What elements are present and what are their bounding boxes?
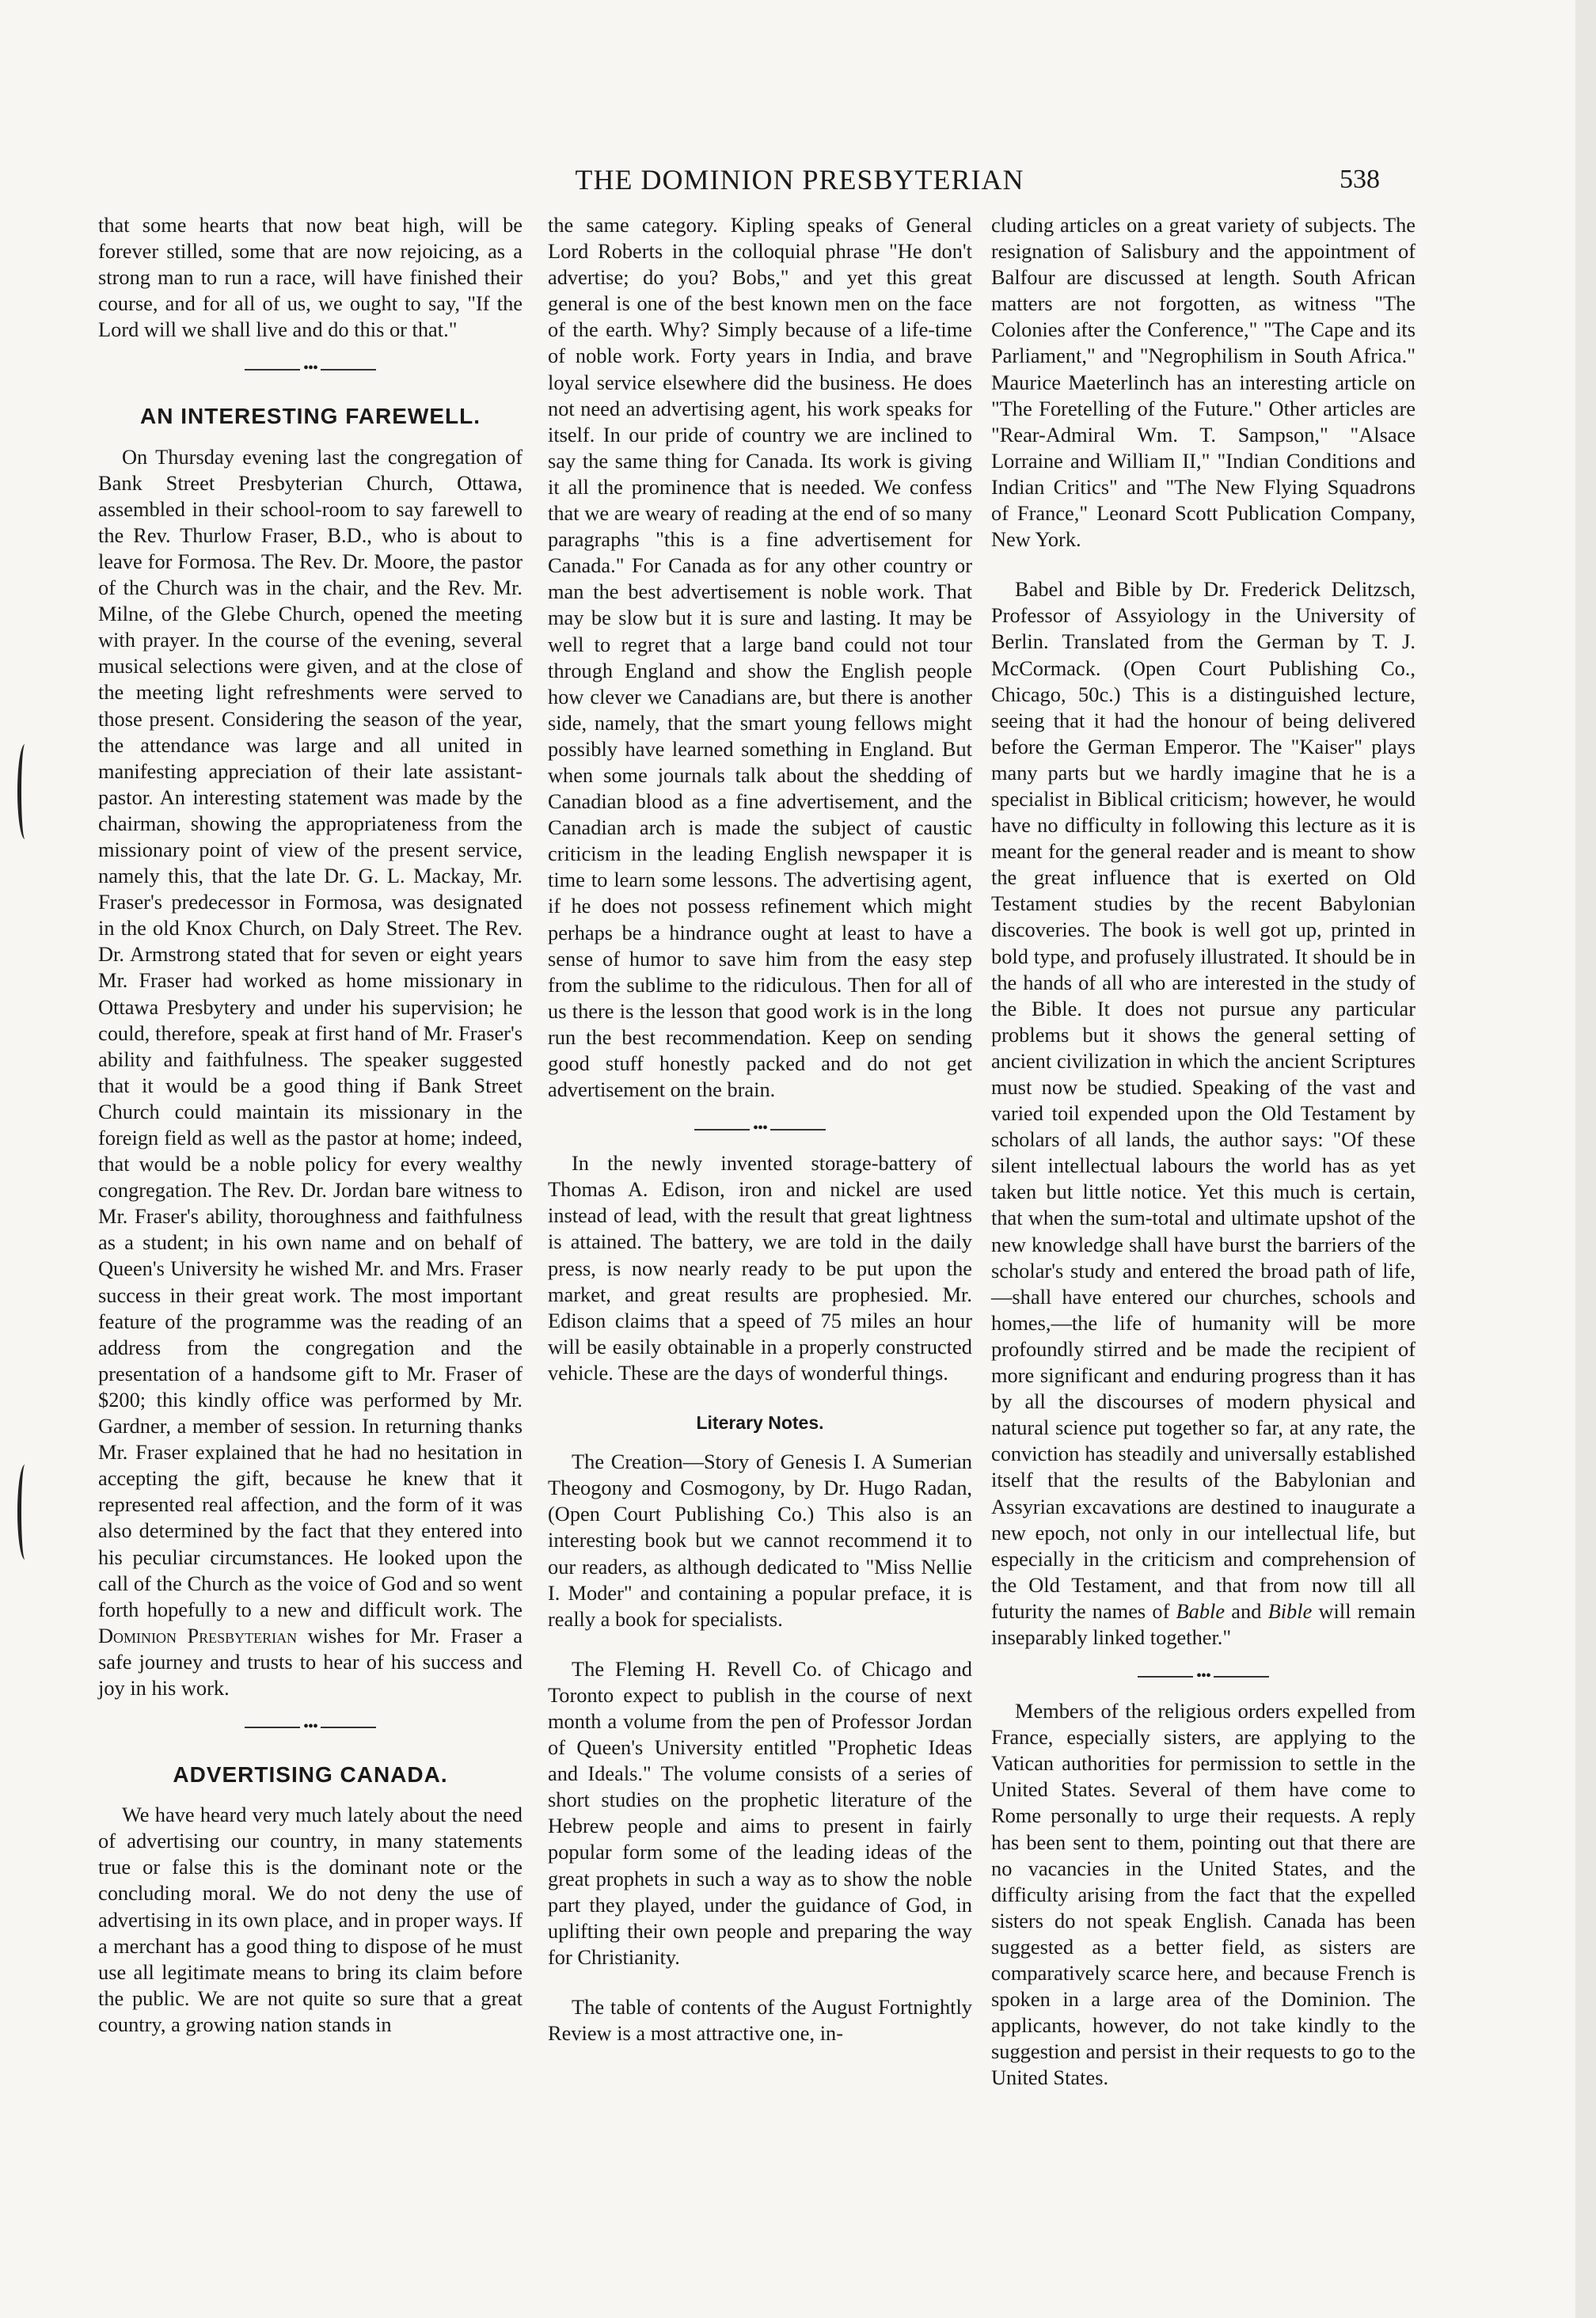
paragraph: On Thursday evening last the congregation of Bank Street Presbyterian Church, Ottawa, assembled in their school-room to say farewell to the Rev. Thurlow Fraser, B.D., who is about to leave for Formosa. The Rev. Dr. Moore, the pastor of the Church was in the chair, and the Rev. Mr. Milne, of the Glebe Church, opened the meeting with prayer. In the course of the evening, several musical selections were given, and at the close of the meeting light refreshments were served to those present. Considering the season of the year, the attendance was large and all united in manifesting appreciation of their late assistant-pastor. An interesting statement was made by the chairman, showing the appropriateness from the missionary point of view of the present service, namely this, that the late Dr. G. L. Mackay, Mr. Fraser's predecessor in Formosa, was designated in the old Knox Church, on Daly Street. The Rev. Dr. Armstrong stated that for seven or eight years Mr. Fraser had worked as home missionary in Ottawa Presbytery and under his supervision; he could, therefore, speak at first hand of Mr. Fraser's ability and faithfulness. The speaker suggested that it would be a good thing if Bank Street Church could maintain its missionary in the foreign field as well as the pastor at home; indeed, that would be a noble policy for every wealthy congregation. The Rev. Dr. Jordan bare witness to Mr. Fraser's ability, thoroughness and faithfulness as a student; in his own name and on behalf of Queen's University he wished Mr. and Mrs. Fraser success in their great work. The most important feature of the programme was the reading of an address from the congregation and the presentation of a handsome gift to Mr. Fraser of $200; this kindly office was performed by Mr. Gardner, a member of session. In returning thanks Mr. Fraser explained that he had no hesitation in accepting the gift, because he knew that it represented real affection, and the form of it was also determined by the fact that they entered into his peculiar circumstances. He looked upon the call of the Church as the voice of God and so went forth hopefully to a new and difficult work. The Dominion Presbyterian wishes for Mr. Fraser a safe journey and trusts to hear of his success and joy in his work. xyxy=(98,444,522,1700)
paragraph: cluding articles on a great variety of subjects. The resignation of Salisbury and the appointment of Balfour are discussed at length. South African matters are not forgotten, as witness "The Colonies after the Conference," "The Cape and its Parliament," and "Negrophilism in South Africa." Maurice Maeterlinch has an interesting article on "The Foretelling of the Future." Other articles are "Rear-Admiral Wm. T. Sampson," "Alsace Lorraine and William II," "Indian Conditions and Indian Critics" and "The New Flying Squadrons of France," Leonard Scott Publication Company, New York. xyxy=(991,213,1416,552)
paragraph: The Creation—Story of Genesis I. A Sumerian Theogony and Cosmogony, by Dr. Hugo Radan, (Open Court Publishing Co.) This also is an interesting book but we cannot recommend it to our readers, as although dedicated to "Miss Nellie I. Moder" and containing a popular preface, it is really a book for specialists. xyxy=(548,1450,972,1631)
running-header: THE DOMINION PRESBYTERIAN xyxy=(575,164,1024,196)
divider: ••• xyxy=(98,1719,522,1735)
binding-mark-upper xyxy=(17,744,32,839)
divider: ••• xyxy=(548,1120,972,1136)
paragraph: Members of the religious orders expelled from France, especially sisters, are applying to the Vatican authorities for permission to settle in the United States. Several of them have come to Rome personally to urge their requests. A reply has been sent to them, pointing out that there are no vacancies in the United States, and the difficulty arising from the fact that the expelled sisters do not speak English. Canada has been suggested as a better field, as sisters are comparatively scarce here, and because French is spoken in a large area of the Dominion. The applicants, however, do not take kindly to the suggestion and persist in their requests to go to the United States. xyxy=(991,1699,1416,2090)
column-left xyxy=(98,212,522,2038)
column-right xyxy=(991,212,1416,2091)
binding-mark-lower xyxy=(17,1465,32,1560)
paragraph: In the newly invented storage-battery of Thomas A. Edison, iron and nickel are used instead of lead, with the result that great lightness is attained. The battery, we are told in the daily press, is now nearly ready to be put upon the market, and great results are prophesied. Mr. Edison claims that a speed of 75 miles an hour will be easily obtainable in a properly constructed vehicle. These are the days of wonderful things. xyxy=(548,1151,972,1385)
paragraph: that some hearts that now beat high, will be forever stilled, some that are now rejoicing, as a strong man to run a race, will have finished their course, and for all of us, we ought to say, "If the Lord will we shall live and do this or that." xyxy=(98,213,522,342)
divider: ••• xyxy=(98,360,522,376)
article-heading: ADVERTISING CANADA. xyxy=(173,1762,448,1788)
column-middle xyxy=(548,212,972,2046)
article-heading: AN INTERESTING FAREWELL. xyxy=(140,404,481,429)
paragraph: The Fleming H. Revell Co. of Chicago and Toronto expect to publish in the course of next month a volume from the pen of Professor Jordan of Queen's University entitled "Prophetic Ideas and Ideals." The volume consists of a series of short studies on the prophetic literature of the Hebrew people and aims to present in fairly popular form some of the leading ideas of the great prophets in such a way as to show the noble part they played, under the guidance of God, in uplifting their own people and preparing the way for Christianity. xyxy=(548,1656,972,1969)
page-edge xyxy=(1575,0,1596,2318)
page-number: 538 xyxy=(1340,165,1380,194)
paragraph: Babel and Bible by Dr. Frederick Delitzsch, Professor of Assyiology in the University of Berlin. Translated from the German by T. J. McCormack. (Open Court Publishing Co., Chicago, 50c.) This is a distinguished lecture, seeing that it had the honour of being delivered before the German Emperor. The "Kaiser" plays many parts but we hardly imagine that he is a specialist in Biblical criticism; however, he would have no difficulty in following this lecture as it is meant for the general reader and is meant to show the great influence that is exerted on Old Testament studies by the recent Babylonian discoveries. The book is well got up, printed in bold type, and profusely illustrated. It should be in the hands of all who are interested in the study of the Bible. It does not pursue any particular problems but it shows the general setting of ancient civilization in which the ancient Scriptures must now be studied. Speaking of the vast and varied toil expended upon the Old Testament by scholars of all lands, the author says: "Of these silent intellectual labours the world has as yet taken but little notice. Yet this much is certain, that when the sum-total and ultimate upshot of the new knowledge shall have burst the barriers of the scholar's study and entered the broad path of life,—shall have entered our churches, schools and homes,—the life of humanity will be more profoundly stirred and be made the recipient of more significant and enduring progress than it has by all the discourses of modern physical and natural science put together so far, at any rate, the conviction has steadily and universally established itself that the results of the Babylonian and Assyrian excavations are destined to inaugurate a new epoch, not only in our intellectual life, but especially in the criticism and comprehension of the Old Testament, and that from now till all futurity the names of Bable and Bible will remain inseparably linked together." xyxy=(991,577,1416,1649)
divider: ••• xyxy=(991,1668,1416,1684)
section-heading: Literary Notes. xyxy=(696,1412,824,1434)
paragraph: The table of contents of the August Fortnightly Review is a most attractive one, in- xyxy=(548,1994,972,2045)
paragraph: We have heard very much lately about the need of advertising our country, in many statements true or false this is the dominant note or the concluding moral. We do not deny the use of advertising in its own place, and in proper ways. If a merchant has a good thing to dispose of he must use all legitimate means to bring its claim before the public. We are not quite so sure that a great country, a growing nation stands in xyxy=(98,1803,522,2036)
paragraph: the same category. Kipling speaks of General Lord Roberts in the colloquial phrase "He don't advertise; do you? Bobs," and yet this great general is one of the best known men on the face of the earth. Why? Simply because of a life-time of noble work. Forty years in India, and brave loyal service elsewhere did the business. He does not need an advertising agent, his work speaks for itself. In our pride of country we are inclined to say the same thing for Canada. Its work is giving it all the prominence that is needed. We confess that we are weary of reading at the end of so many paragraphs "this is a fine advertisement for Canada." For Canada as for any other country or man the best advertisement is noble work. That may be slow but it is sure and lasting. It may be well to regret that a large band could not tour through England and show the English people how clever we Canadians are, but there is another side, namely, that the smart young fellows might possibly have learned something in England. But when some journals talk about the shedding of Canadian blood as a fine advertisement, and the Canadian arch is made the subject of caustic criticism in the leading English newspaper it is time to learn some lessons. The advertising agent, if he does not possess refinement which might perhaps be a hindrance ought at least to have a sense of humor to save him from the easy step from the sublime to the ridiculous. Then for all of us there is the lesson that good work is in the long run the best recommendation. Keep on sending good stuff honestly packed and do not get advertisement on the brain. xyxy=(548,213,972,1102)
